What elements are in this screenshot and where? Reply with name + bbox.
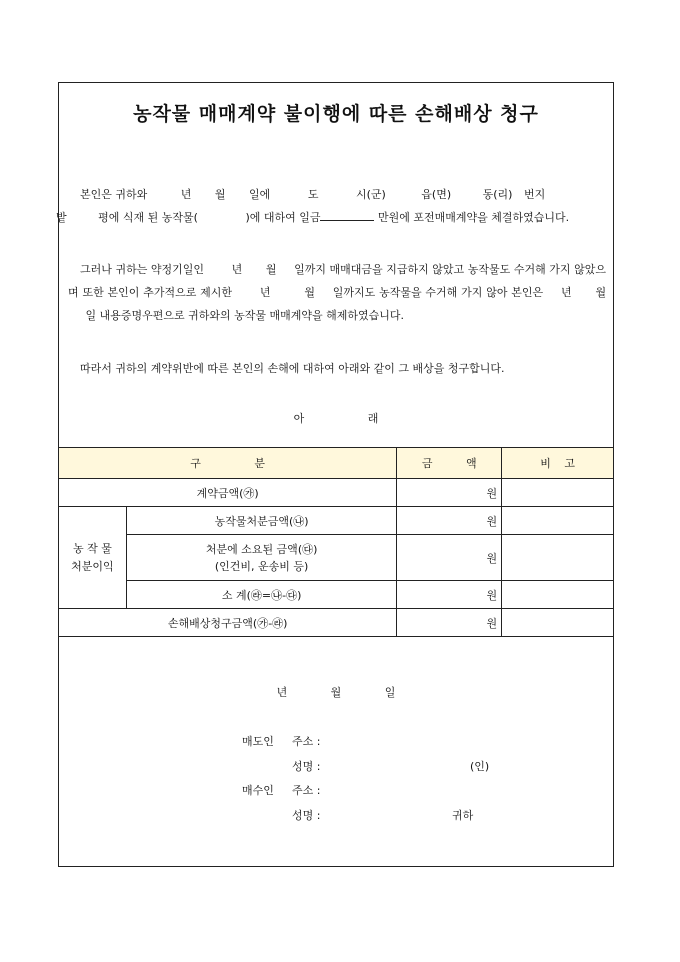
note-cell[interactable] xyxy=(502,581,614,609)
seller-address-label: 주소 : xyxy=(292,735,321,748)
table-row xyxy=(59,581,614,609)
group-label: 농 작 물 처분이익 xyxy=(59,507,127,609)
seal-mark: (인) xyxy=(470,760,490,773)
paragraph-claim: 따라서 귀하의 계약위반에 따른 본인의 손해에 대하여 아래와 같이 그 배상을 청구합니다. xyxy=(80,362,505,375)
row-label-cost: 처분에 소요된 금액(㉰) (인건비, 운송비 등) xyxy=(126,535,396,581)
note-cell[interactable] xyxy=(502,479,614,507)
paragraph-contract: 본인은 귀하와 년 월 일에 도 시(군) 읍(면) 동(리) 번지 밭 평에 식재 된 농작물( )에 대하여 일금 만원에 포전매매계약을 체결하였습니다. xyxy=(56,188,570,224)
buyer-name-label: 성명 : xyxy=(292,809,321,822)
table-row xyxy=(59,507,614,535)
amount-cell[interactable]: 원 xyxy=(397,609,502,637)
table-row xyxy=(59,535,614,581)
row-label-claim: 손해배상청구금액(㉮-㉱) xyxy=(59,609,397,637)
note-cell[interactable] xyxy=(502,535,614,581)
amount-blank[interactable] xyxy=(320,209,374,221)
claim-form xyxy=(58,82,614,867)
buyer-address-label: 주소 : xyxy=(292,784,321,797)
damages-table xyxy=(58,447,614,637)
header-category: 구 분 xyxy=(59,448,397,479)
amount-cell[interactable]: 원 xyxy=(397,581,502,609)
seller-name-label: 성명 : xyxy=(292,760,321,773)
amount-cell[interactable]: 원 xyxy=(397,507,502,535)
header-amount: 금 액 xyxy=(397,448,502,479)
note-cell[interactable] xyxy=(502,507,614,535)
table-row xyxy=(59,609,614,637)
table-header xyxy=(59,448,614,479)
document-title: 농작물 매매계약 불이행에 따른 손해배상 청구 xyxy=(133,103,539,125)
addressee: 귀하 xyxy=(452,809,474,822)
amount-cell[interactable]: 원 xyxy=(397,479,502,507)
below-heading: 아 래 xyxy=(293,412,379,425)
amount-cell[interactable]: 원 xyxy=(397,535,502,581)
paragraph-breach: 그러나 귀하는 약정기일인 년 월 일까지 매매대금을 지급하지 않았고 농작물도 수거해 가지 않았으며 또한 본인이 추가적으로 제시한 년 월 일까지도 농작물을 수거해 가지 않아 본인은 년 월 일 내용증명우편으로 귀하와의 농작물 매매계약을 해제하였습니다. xyxy=(68,263,607,322)
note-cell[interactable] xyxy=(502,609,614,637)
seller-label: 매도인 xyxy=(242,735,274,748)
header-note: 비 고 xyxy=(502,448,614,479)
date-line: 년 월 일 xyxy=(276,686,396,699)
row-label-contract: 계약금액(㉮) xyxy=(59,479,397,507)
row-label-subtotal: 소 계(㉱=㉯-㉰) xyxy=(126,581,396,609)
row-label-disposal: 농작물처분금액(㉯) xyxy=(126,507,396,535)
table-row xyxy=(59,479,614,507)
buyer-label: 매수인 xyxy=(242,784,274,797)
